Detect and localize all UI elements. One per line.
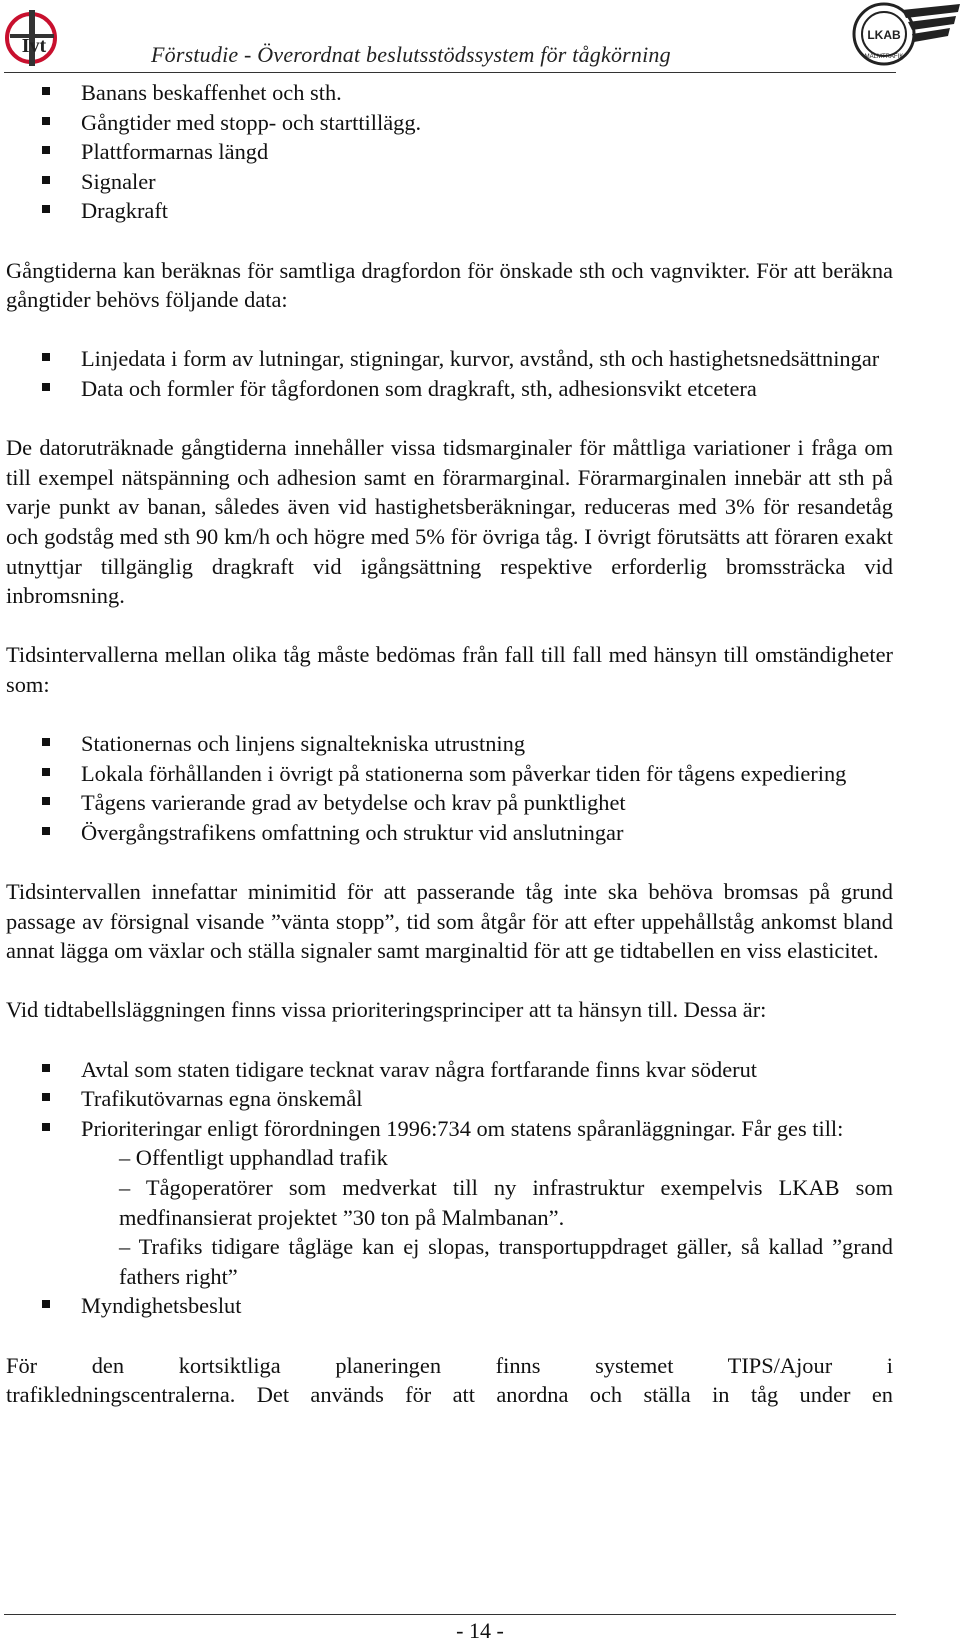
paragraph-tips-line-1: För den kortsiktliga planeringen finns systemet TIPS/Ajour i xyxy=(6,1352,893,1378)
list-item: Trafikutövarnas egna önskemål xyxy=(6,1084,893,1114)
footer-divider xyxy=(4,1614,896,1615)
bullet-list-required-data xyxy=(6,344,893,403)
page-header xyxy=(0,0,960,80)
lkab-malmtrafik-logo xyxy=(842,0,960,70)
list-item: Plattformarnas längd xyxy=(6,137,893,167)
sub-item: – Tågoperatörer som medverkat till ny infrastruktur exempelvis LKAB som medfinansierat projektet ”30 ton på Malmbanan”. xyxy=(119,1174,893,1230)
header-divider xyxy=(4,72,896,73)
paragraph-prioritization: Vid tidtabellsläggningen finns vissa prioriteringsprinciper att ta hänsyn till. Dessa är: xyxy=(6,997,767,1023)
svg-text:LKAB: LKAB xyxy=(867,28,901,42)
list-item: Dragkraft xyxy=(6,196,893,226)
sub-item: – Offentligt upphandlad trafik xyxy=(119,1145,388,1171)
bullet-list-circumstances xyxy=(6,729,893,847)
list-item: Stationernas och linjens signaltekniska utrustning xyxy=(6,729,893,759)
list-item: Övergångstrafikens omfattning och struktur vid anslutningar xyxy=(6,818,893,848)
document-header-title: Förstudie - Överordnat beslutsstödssystem för tågkörning xyxy=(151,42,671,67)
list-item: Tågens varierande grad av betydelse och krav på punktlighet xyxy=(6,788,893,818)
paragraph-running-times: Gångtiderna kan beräknas för samtliga dragfordon för önskade sth och vagnvikter. För att beräkna gångtider behövs följande data: xyxy=(6,257,893,313)
list-item: Myndighetsbeslut xyxy=(6,1291,893,1321)
list-item: Signaler xyxy=(6,167,893,197)
page-number: - 14 - xyxy=(456,1618,504,1643)
paragraph-minimum-time: Tidsintervallen innefattar minimitid för att passerande tåg inte ska behöva bromsas på grund passage av försignal visande ”vänta stopp”, tid som åtgår för att efter uppehållståg ankomst bland annat lägga om växlar och ställa signaler samt marginaltid för att ge tidtabellen en viss elasticitet. xyxy=(6,879,893,964)
sub-item: – Trafiks tidigare tågläge kan ej slopas, transportuppdraget gäller, så kallad ”grand fathers right” xyxy=(119,1234,893,1289)
list-item-text: Prioriteringar enligt förordningen 1996:734 om statens spåranläggningar. Får ges till: xyxy=(81,1115,844,1141)
list-item: Linjedata i form av lutningar, stigningar, kurvor, avstånd, sth och hastighetsnedsättningar xyxy=(6,344,893,374)
list-item: Gångtider med stopp- och starttillägg. xyxy=(6,108,893,138)
svg-text:Ivt: Ivt xyxy=(21,35,47,57)
bullet-list-track-factors xyxy=(6,78,893,226)
svg-text:MALMTRAFIK: MALMTRAFIK xyxy=(864,54,904,60)
list-item: Data och formler för tågfordonen som dragkraft, sth, adhesionsvikt etcetera xyxy=(6,374,893,404)
bullet-list-priorities xyxy=(6,1055,893,1321)
list-item: Lokala förhållanden i övrigt på stationerna som påverkar tiden för tågens expediering xyxy=(6,759,893,789)
paragraph-tips-line-2: trafikledningscentralerna. Det används för att anordna och ställa in tåg under en xyxy=(6,1382,893,1408)
document-body xyxy=(6,78,893,1410)
list-item: Avtal som staten tidigare tecknat varav några fortfarande finns kvar söderut xyxy=(6,1055,893,1085)
paragraph-time-margins: De datoruträknade gångtiderna innehåller vissa tidsmarginaler för måttliga variationer i fråga om till exempel nätspänning och adhesion samt en förarmarginal. Förarmarginalen innebär att sth på varje punkt av banan, således även vid hastighetsberäkningar, reduceras med 3% för resandetåg och godståg med sth 90 km/h och högre med 5% för övriga tåg. I övrigt förutsätts att föraren exakt utnyttjar tillgänglig dragkraft vid igångsättning respektive erforderlig bromssträcka vid inbromsning. xyxy=(6,435,893,609)
ivt-logo xyxy=(4,8,62,70)
paragraph-time-intervals: Tidsintervallerna mellan olika tåg måste bedömas från fall till fall med hänsyn till omständigheter som: xyxy=(6,642,893,697)
list-item: Banans beskaffenhet och sth. xyxy=(6,78,893,108)
list-item xyxy=(6,1114,893,1292)
